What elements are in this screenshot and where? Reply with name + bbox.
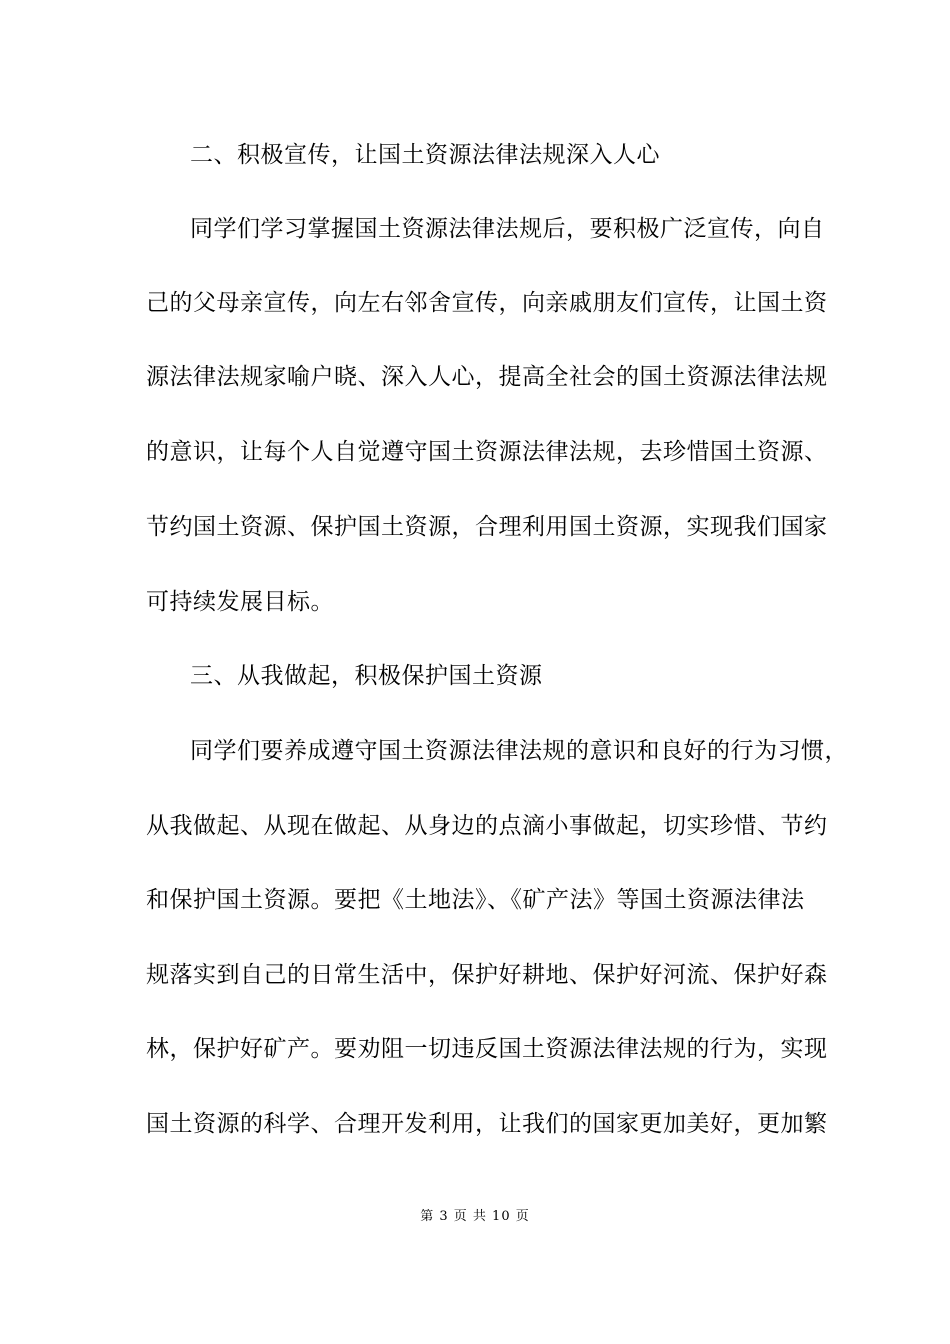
- section-heading-2: 二、积极宣传，让国土资源法律法规深入人心: [190, 142, 660, 168]
- paragraph-line: 规落实到自己的日常生活中，保护好耕地、保护好河流、保护好森: [146, 962, 828, 988]
- paragraph-line: 可持续发展目标。: [146, 589, 334, 615]
- paragraph-line: 同学们要养成遵守国土资源法律法规的意识和良好的行为习惯，: [190, 738, 848, 764]
- section-heading-3: 三、从我做起，积极保护国土资源: [190, 663, 543, 689]
- paragraph-line: 和保护国土资源。要把《土地法》、《矿产法》等国土资源法律法: [146, 887, 805, 913]
- paragraph-line: 的意识，让每个人自觉遵守国土资源法律法规，去珍惜国土资源、: [146, 439, 828, 465]
- page-number: 第 3 页 共 10 页: [420, 1209, 530, 1224]
- paragraph-line: 同学们学习掌握国土资源法律法规后，要积极广泛宣传，向自: [190, 216, 825, 242]
- paragraph-line: 源法律法规家喻户晓、深入人心，提高全社会的国土资源法律法规: [146, 364, 828, 390]
- paragraph-line: 节约国土资源、保护国土资源，合理利用国土资源，实现我们国家: [146, 514, 828, 540]
- paragraph-line: 林，保护好矿产。要劝阻一切违反国土资源法律法规的行为，实现: [146, 1036, 828, 1062]
- page-footer: [0, 1208, 950, 1226]
- paragraph-line: 国土资源的科学、合理开发利用，让我们的国家更加美好，更加繁: [146, 1111, 828, 1137]
- paragraph-line: 从我做起、从现在做起、从身边的点滴小事做起，切实珍惜、节约: [146, 813, 828, 839]
- paragraph-line: 己的父母亲宣传，向左右邻舍宣传，向亲戚朋友们宣传，让国土资: [146, 290, 828, 316]
